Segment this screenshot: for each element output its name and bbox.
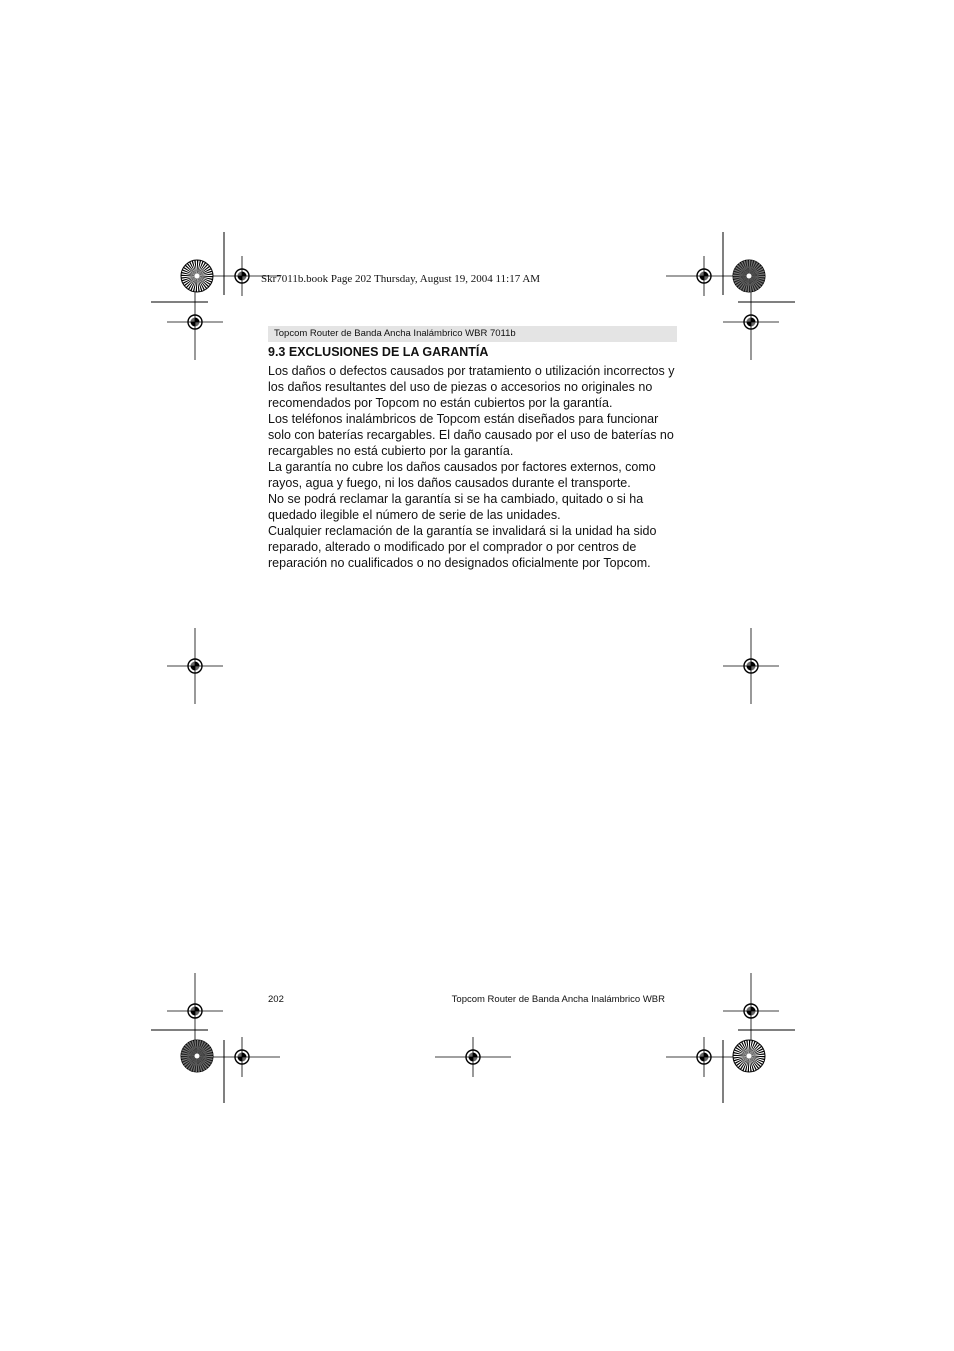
section-title: 9.3 EXCLUSIONES DE LA GARANTÍA <box>268 345 489 359</box>
paragraph: Cualquier reclamación de la garantía se invalidará si la unidad ha sido reparado, alterado o modificado por el comprador o por centros de reparación no cualificados o no designados oficialmente por Topcom. <box>268 524 657 570</box>
page-number: 202 <box>268 994 284 1005</box>
body-text <box>268 363 680 571</box>
registration-crosshair-icon <box>723 284 779 360</box>
registration-crosshair-icon <box>167 973 223 1049</box>
registration-crosshair-icon <box>167 628 223 704</box>
slug-line: Skr7011b.book Page 202 Thursday, August 19, 2004 11:17 AM <box>261 273 541 285</box>
footer-title: Topcom Router de Banda Ancha Inalámbrico WBR <box>451 994 665 1005</box>
starburst-icon <box>181 1040 213 1072</box>
starburst-icon <box>733 1040 765 1072</box>
running-header: Topcom Router de Banda Ancha Inalámbrico WBR 7011b <box>268 326 677 342</box>
paragraph: No se podrá reclamar la garantía si se ha cambiado, quitado o si ha quedado ilegible el número de serie de las unidades. <box>268 492 644 522</box>
paragraph: Los teléfonos inalámbricos de Topcom están diseñados para funcionar solo con baterías recargables. El daño causado por el uso de baterías no recargables no está cubierto por la garantía. <box>268 412 674 458</box>
starburst-icon <box>733 260 765 292</box>
registration-crosshair-icon <box>435 1037 511 1077</box>
starburst-icon <box>181 260 213 292</box>
registration-crosshair-icon <box>204 1037 280 1077</box>
paragraph: Los daños o defectos causados por tratamiento o utilización incorrectos y los daños resultantes del uso de piezas o accesorios no originales no recomendados por Topcom no están cubiertos por la garantía. <box>268 364 675 410</box>
registration-crosshair-icon <box>723 973 779 1049</box>
registration-crosshair-icon <box>723 628 779 704</box>
paragraph: La garantía no cubre los daños causados por factores externos, como rayos, agua y fuego, ni los daños causados durante el transporte. <box>268 460 656 490</box>
registration-crosshair-icon <box>167 284 223 360</box>
registration-crosshair-icon <box>666 256 742 296</box>
registration-crosshair-icon <box>666 1037 742 1077</box>
